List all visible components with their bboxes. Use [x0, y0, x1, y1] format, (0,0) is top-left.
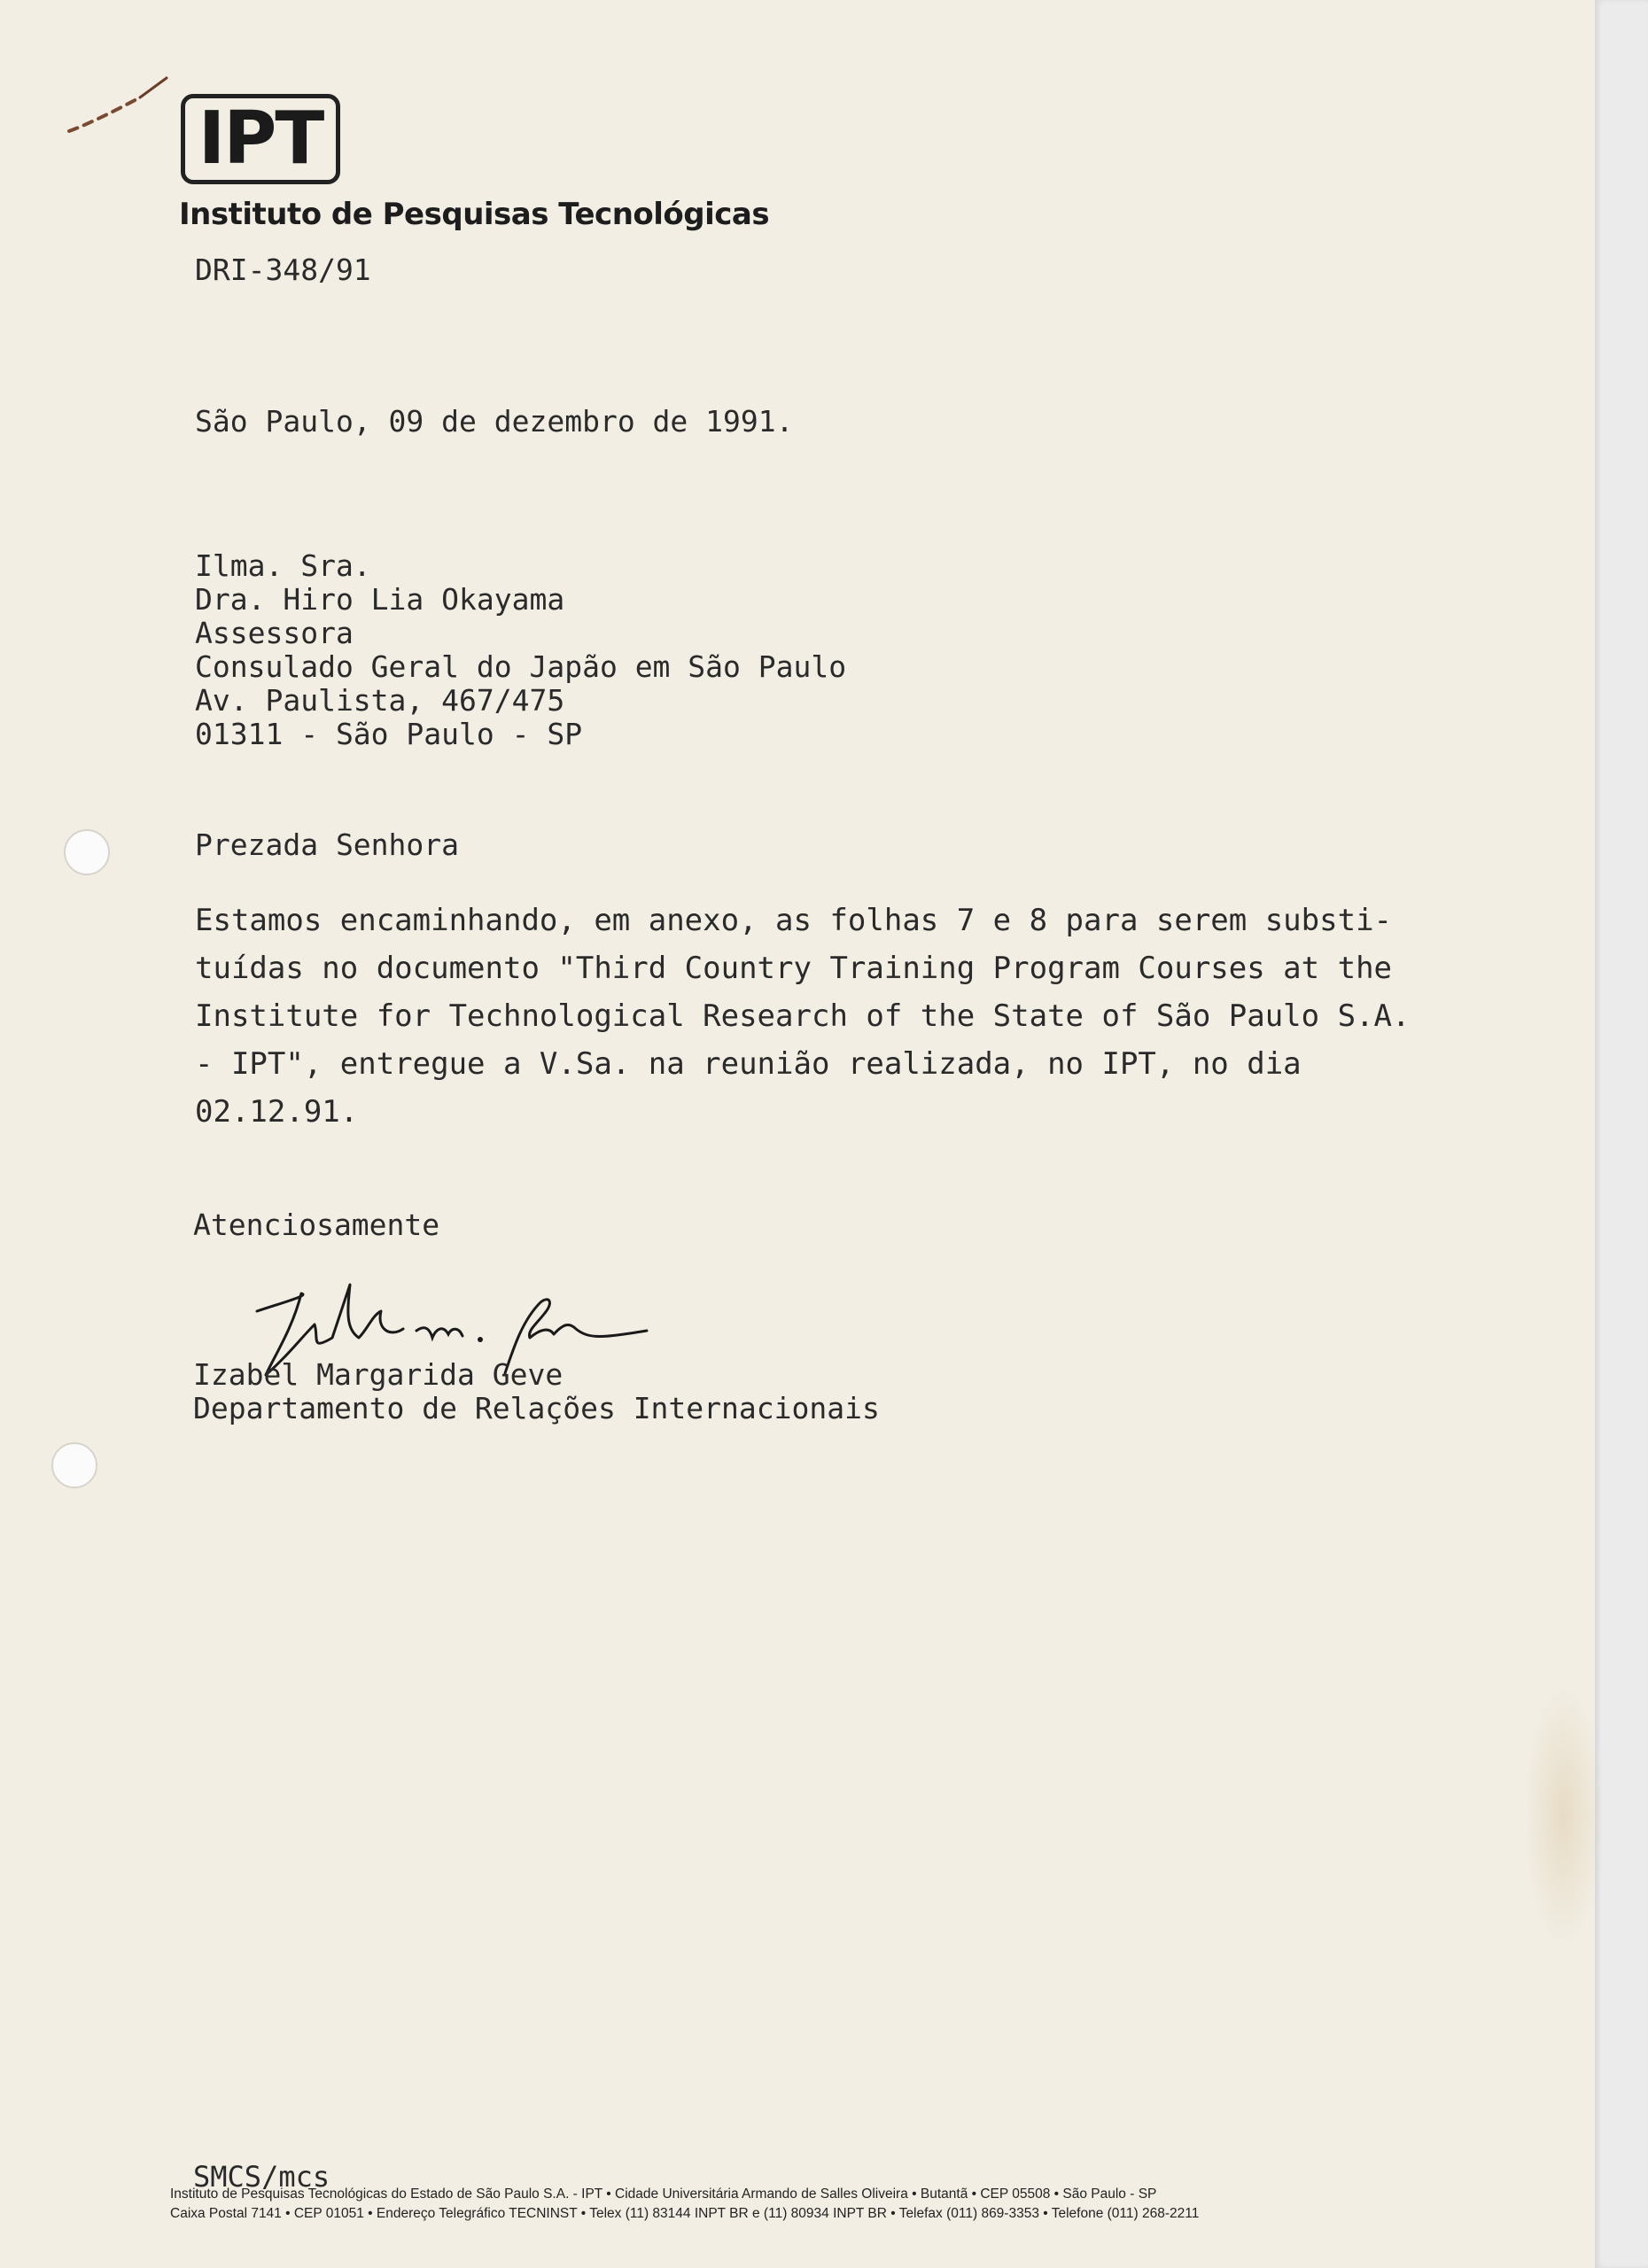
body-line: 02.12.91.: [195, 1094, 359, 1130]
typist-initials: SMCS/mcs: [193, 2160, 330, 2194]
body-line: tuídas no documento "Third Country Training Program Courses at the: [195, 951, 1393, 986]
logo-text: IPT: [198, 97, 323, 181]
signer-department: Departamento de Relações Internacionais: [193, 1391, 880, 1425]
punch-hole: [64, 829, 110, 875]
letterhead-footer: [170, 2185, 1446, 2224]
body-line: - IPT", entregue a V.Sa. na reunião realizada, no IPT, no dia: [195, 1046, 1302, 1082]
date-line: São Paulo, 09 de dezembro de 1991.: [195, 404, 794, 439]
closing: Atenciosamente: [193, 1208, 440, 1242]
ink-mark: [62, 62, 177, 142]
recipient-address: [195, 549, 846, 751]
address-line: Av. Paulista, 467/475: [195, 683, 565, 718]
address-line: Consulado Geral do Japão em São Paulo: [195, 649, 847, 684]
body-line: Institute for Technological Research of the State of São Paulo S.A.: [195, 998, 1411, 1034]
reference-number: DRI-348/91: [195, 252, 371, 287]
footer-line: Caixa Postal 7141 • CEP 01051 • Endereço Telegráfico TECNINST • Telex (11) 83144 INPT BR e (11) 80934 INPT BR • Telefax (011) 869-3353 • Telefone (011) 268-2211: [170, 2206, 1200, 2221]
address-line: Ilma. Sra.: [195, 548, 371, 583]
paper-stain: [1524, 1683, 1604, 1949]
punch-hole: [51, 1442, 97, 1488]
footer-line: Instituto de Pesquisas Tecnológicas do Estado de São Paulo S.A. - IPT • Cidade Universitária Armando de Salles Oliveira • Butantã • CEP 05508 • São Paulo - SP: [170, 2186, 1157, 2202]
address-line: 01311 - São Paulo - SP: [195, 717, 583, 751]
address-line: Assessora: [195, 616, 354, 650]
address-line: Dra. Hiro Lia Okayama: [195, 582, 565, 617]
ipt-logo: [181, 94, 340, 184]
letter-body: [195, 897, 1410, 1136]
signer-name: Izabel Margarida Geve: [193, 1357, 564, 1392]
body-line: Estamos encaminhando, em anexo, as folhas 7 e 8 para serem substi-: [195, 903, 1393, 938]
institute-name: Instituto de Pesquisas Tecnológicas: [179, 197, 770, 232]
salutation: Prezada Senhora: [195, 827, 460, 862]
